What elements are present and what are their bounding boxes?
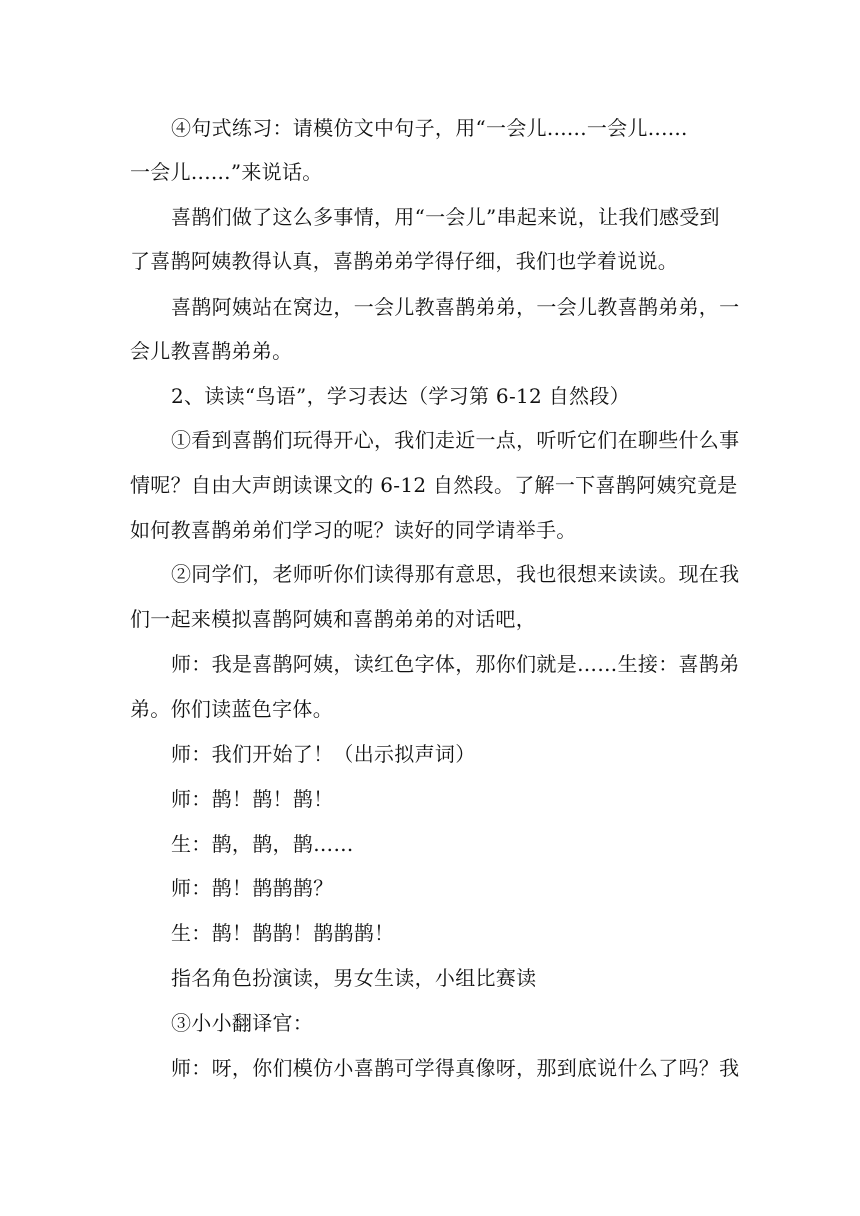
paragraph-line: 喜鹊阿姨站在窝边，一会儿教喜鹊弟弟，一会儿教喜鹊弟弟，一: [171, 295, 740, 319]
paragraph-line: 弟。你们读蓝色字体。: [130, 697, 333, 721]
dialogue-line: 师：我们开始了！（出示拟声词）: [171, 742, 476, 766]
paragraph-line: ②同学们，老师听你们读得那有意思，我也很想来读读。现在我: [171, 562, 740, 586]
paragraph-line: 师：呀，你们模仿小喜鹊可学得真像呀，那到底说什么了吗？我: [171, 1056, 740, 1080]
paragraph-line: 一会儿......”来说话。: [130, 160, 323, 184]
paragraph-line: 如何教喜鹊弟弟们学习的呢？读好的同学请举手。: [130, 518, 577, 542]
paragraph-line: 了喜鹊阿姨教得认真，喜鹊弟弟学得仔细，我们也学着说说。: [130, 249, 679, 273]
paragraph-line: 们一起来模拟喜鹊阿姨和喜鹊弟弟的对话吧，: [130, 607, 536, 631]
paragraph-line: 喜鹊们做了这么多事情，用“一会儿”串起来说，让我们感受到: [171, 205, 720, 229]
dialogue-line: 师：鹊！鹊鹊鹊？: [171, 876, 334, 900]
paragraph-line: ①看到喜鹊们玩得开心，我们走近一点，听听它们在聊些什么事: [171, 428, 740, 452]
paragraph-line: 师：我是喜鹊阿姨，读红色字体，那你们就是……生接：喜鹊弟: [171, 652, 740, 676]
paragraph-line: 会儿教喜鹊弟弟。: [130, 339, 293, 363]
paragraph-line: 指名角色扮演读，男女生读，小组比赛读: [171, 966, 537, 990]
dialogue-line: 生：鹊！鹊鹊！鹊鹊鹊！: [171, 921, 395, 945]
dialogue-line: 师：鹊！鹊！鹊！: [171, 787, 334, 811]
section-heading: 2、读读“鸟语”，学习表达（学习第 6-12 自然段）: [171, 384, 630, 408]
paragraph-line: ③小小翻译官：: [171, 1011, 314, 1035]
dialogue-line: 生：鹊，鹊，鹊……: [171, 832, 354, 856]
paragraph-line: 情呢？自由大声朗读课文的 6-12 自然段。了解一下喜鹊阿姨究竟是: [130, 473, 738, 497]
paragraph-line: ④句式练习：请模仿文中句子，用“一会儿......一会儿......: [171, 116, 688, 140]
